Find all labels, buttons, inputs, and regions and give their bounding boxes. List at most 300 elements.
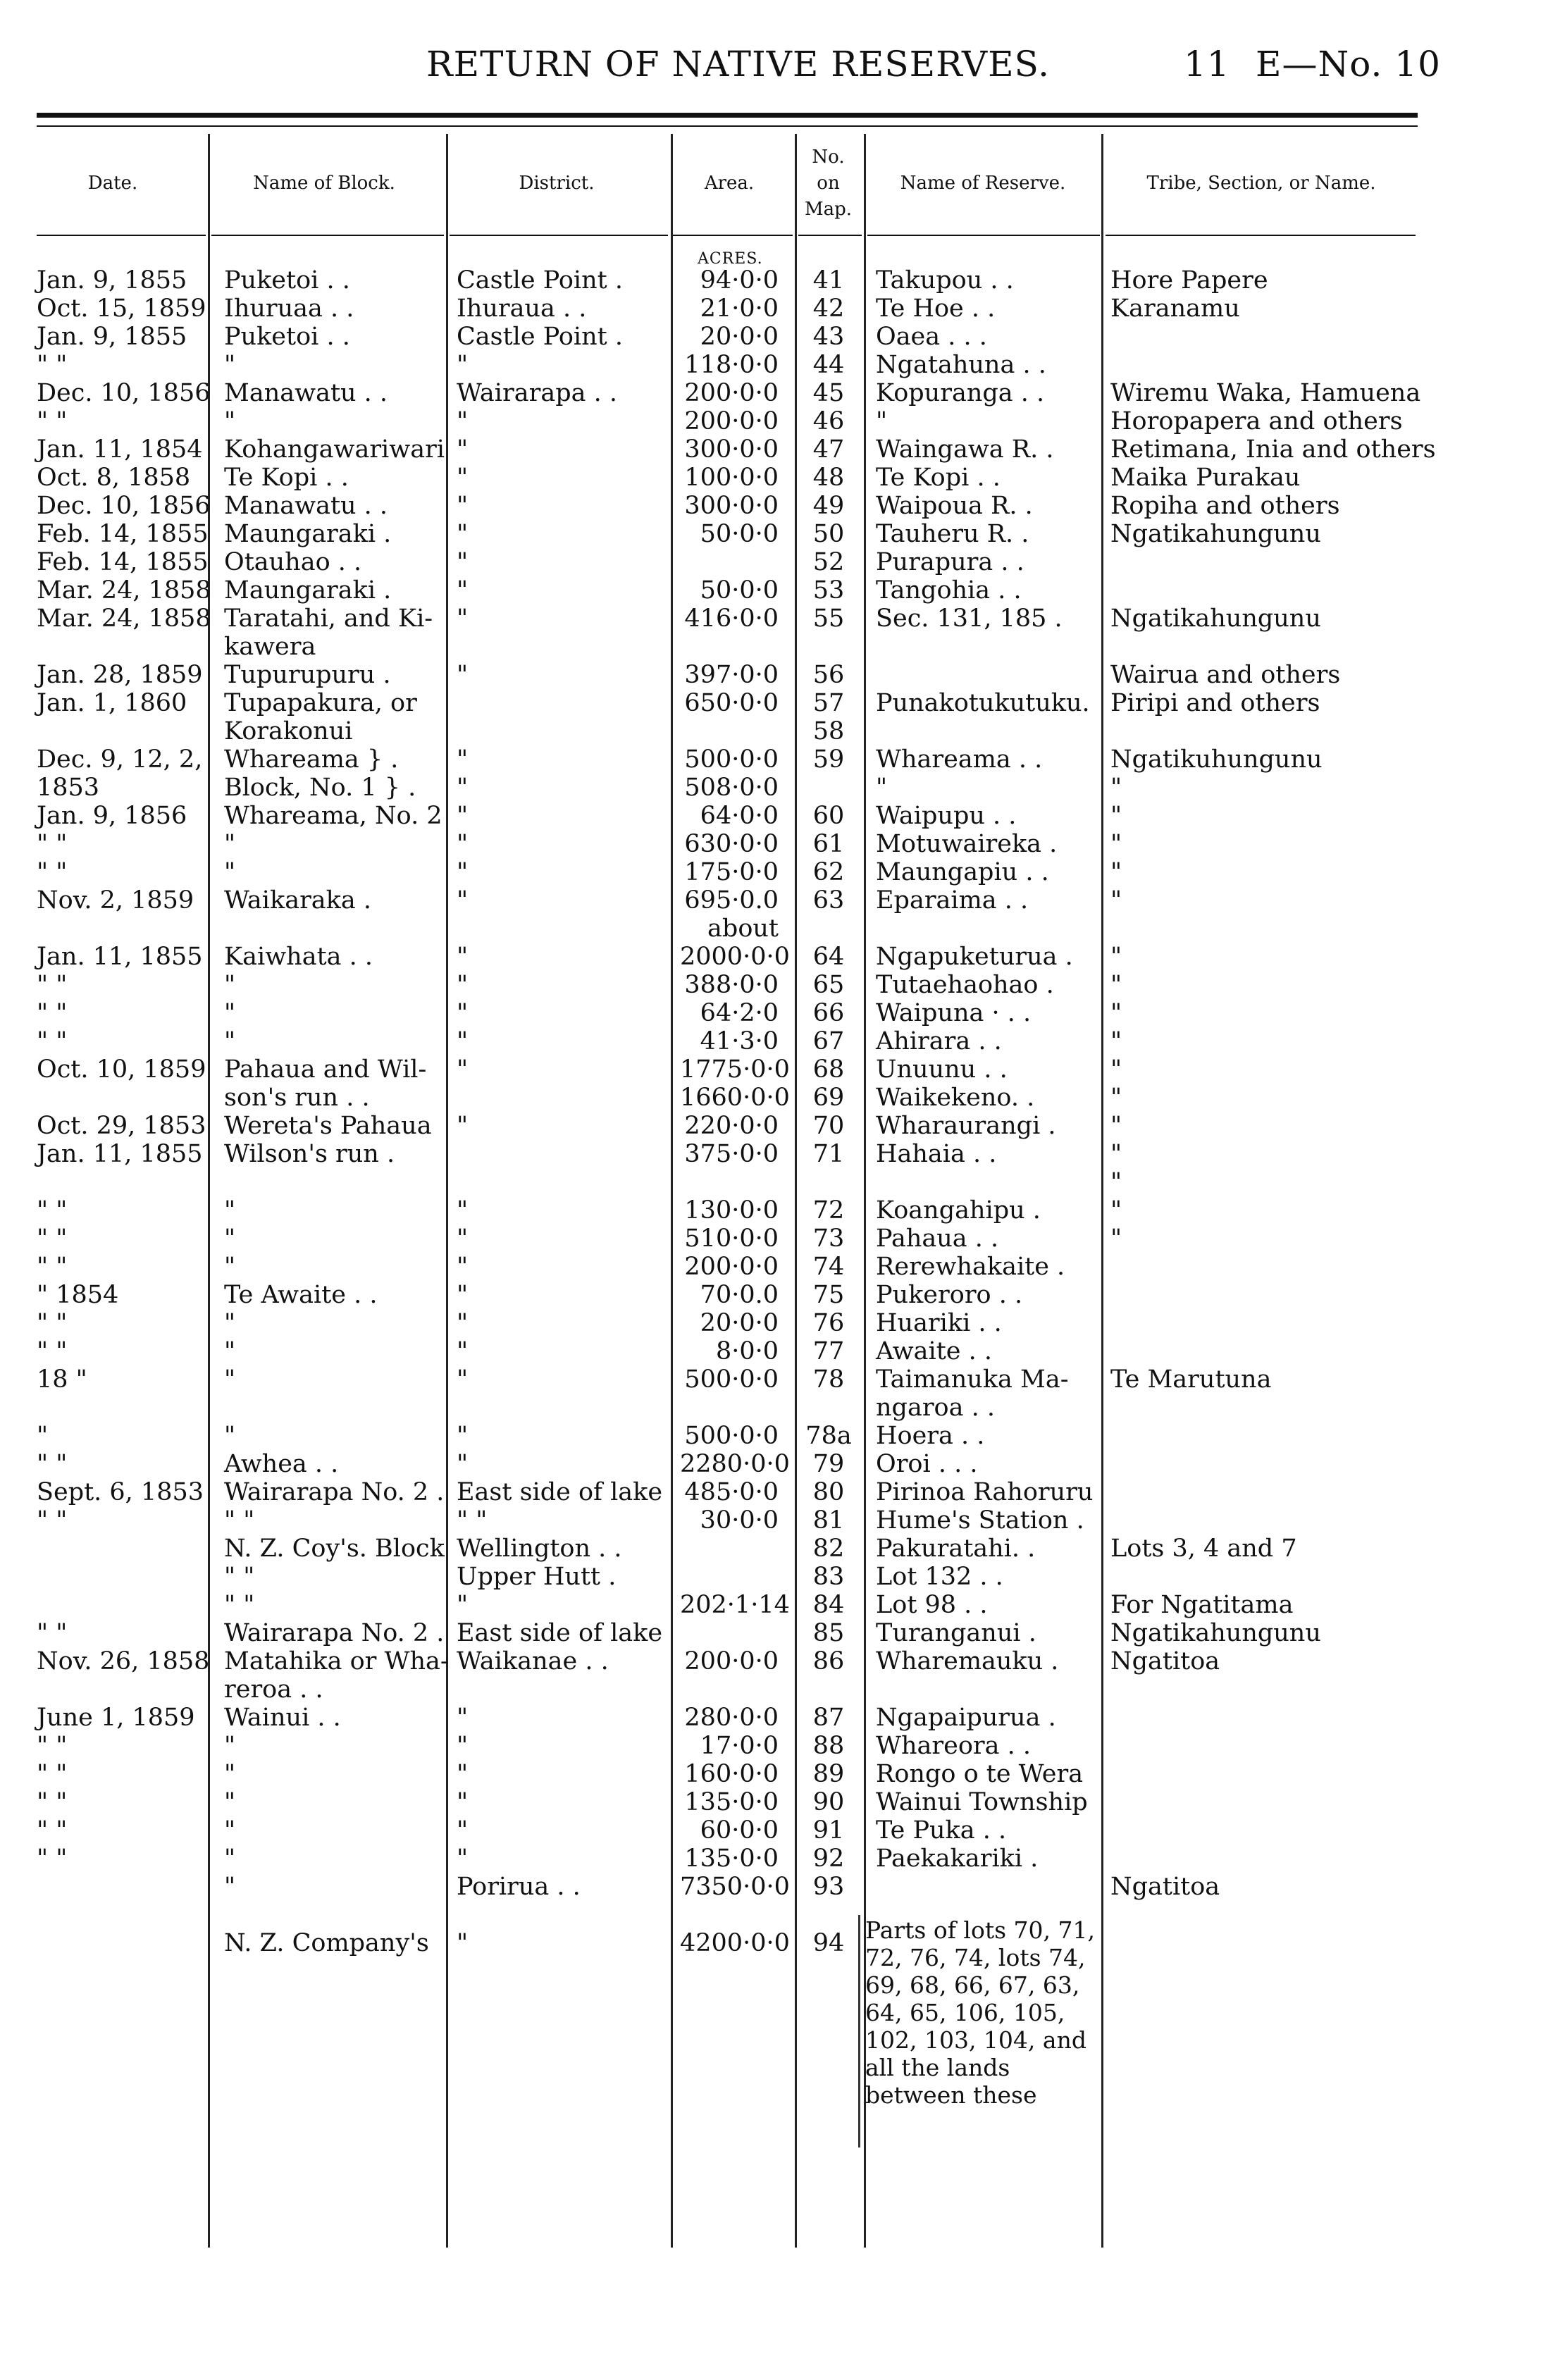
col-head-date: Date. bbox=[87, 173, 138, 194]
cell-tribe: Maika Purakau bbox=[1110, 464, 1301, 492]
cell-tribe: " bbox=[1110, 830, 1122, 858]
cell-area: 130·0·0 bbox=[684, 1196, 779, 1225]
table-row bbox=[0, 493, 1548, 519]
cell-map: 42 bbox=[812, 295, 845, 323]
cell-date: Oct. 8, 1858 bbox=[37, 464, 191, 492]
cell-map: 47 bbox=[812, 435, 845, 464]
cell-district: East side of lake bbox=[457, 1619, 663, 1647]
cell-block: " bbox=[224, 1027, 236, 1055]
cell-reserve: Purapura . . bbox=[876, 548, 1024, 576]
cell-district: " " bbox=[457, 1506, 488, 1535]
cell-map: 66 bbox=[812, 999, 845, 1027]
table-row bbox=[0, 634, 1548, 659]
cell-date: " " bbox=[37, 1225, 68, 1253]
cell-map: 52 bbox=[812, 548, 845, 576]
table-row bbox=[0, 1508, 1548, 1533]
cell-map: 94 bbox=[812, 1929, 845, 1957]
cell-area: 30·0·0 bbox=[700, 1506, 779, 1535]
col-head-area: Area. bbox=[704, 173, 755, 194]
table-row bbox=[0, 916, 1548, 941]
cell-area: 650·0·0 bbox=[684, 689, 779, 717]
cell-date: Mar. 24, 1858 bbox=[37, 576, 211, 605]
cell-date: " " bbox=[37, 351, 68, 379]
table-row bbox=[0, 1705, 1548, 1730]
cell-district: " bbox=[457, 1253, 469, 1281]
cell-area: 100·0·0 bbox=[684, 464, 779, 492]
cell-map: 48 bbox=[812, 464, 845, 492]
cell-map: 60 bbox=[812, 802, 845, 830]
cell-tribe: " bbox=[1110, 943, 1122, 971]
cell-block: kawera bbox=[224, 633, 316, 661]
table-row bbox=[0, 1451, 1548, 1477]
cell-reserve: Maungapiu . . bbox=[876, 858, 1049, 886]
cell-area: 500·0·0 bbox=[684, 745, 779, 774]
cell-block: " bbox=[224, 1732, 236, 1760]
cell-map: 45 bbox=[812, 379, 845, 407]
cell-map: 69 bbox=[812, 1084, 845, 1112]
cell-block: " bbox=[224, 1788, 236, 1816]
area-unit-label: ACRES. bbox=[698, 250, 763, 268]
cell-tribe: Ngatikahungunu bbox=[1110, 1619, 1321, 1647]
cell-tribe: " bbox=[1110, 774, 1122, 802]
cell-map: 49 bbox=[812, 492, 845, 520]
cell-area: 500·0·0 bbox=[684, 1422, 779, 1450]
cell-map: 93 bbox=[812, 1873, 845, 1901]
cell-tribe: Ngatikuhungunu bbox=[1110, 745, 1323, 774]
cell-date: " " bbox=[37, 1196, 68, 1225]
cell-map: 70 bbox=[812, 1112, 845, 1140]
cell-block: " bbox=[224, 1337, 236, 1365]
table-row bbox=[0, 1874, 1548, 1899]
cell-map: 58 bbox=[812, 717, 845, 745]
cell-district: East side of lake bbox=[457, 1478, 663, 1506]
cell-block: Taratahi, and Ki- bbox=[224, 605, 433, 633]
cell-reserve: Sec. 131, 185 . bbox=[876, 605, 1063, 633]
cell-area: 388·0·0 bbox=[684, 971, 779, 999]
cell-block: Whareama, No. 2 bbox=[224, 802, 442, 830]
cell-area: 70·0.0 bbox=[700, 1281, 779, 1309]
cell-reserve: Oroi . . . bbox=[876, 1450, 978, 1478]
cell-district: " bbox=[457, 1816, 469, 1845]
cell-block: Wilson's run . bbox=[224, 1140, 395, 1168]
cell-area: 64·2·0 bbox=[700, 999, 779, 1027]
cell-area: 2280·0·0 bbox=[680, 1450, 790, 1478]
cell-date: " 1854 bbox=[37, 1281, 119, 1309]
cell-district: " bbox=[457, 1591, 469, 1619]
cell-map: 55 bbox=[812, 605, 845, 633]
cell-map: 64 bbox=[812, 943, 845, 971]
table-row bbox=[0, 888, 1548, 913]
cell-map: 65 bbox=[812, 971, 845, 999]
table-row bbox=[0, 1930, 1548, 1956]
cell-map: 91 bbox=[812, 1816, 845, 1845]
cell-map: 59 bbox=[812, 745, 845, 774]
cell-reserve: Te Hoe . . bbox=[876, 295, 996, 323]
cell-block: Manawatu . . bbox=[224, 379, 388, 407]
cell-area: 50·0·0 bbox=[700, 576, 779, 605]
table-row bbox=[0, 972, 1548, 998]
cell-block: " " bbox=[224, 1563, 255, 1591]
cell-area: 135·0·0 bbox=[684, 1788, 779, 1816]
cell-date: Oct. 29, 1853 bbox=[37, 1112, 206, 1140]
cell-reserve: Ngapuketurua . bbox=[876, 943, 1073, 971]
cell-tribe: Ngatitoa bbox=[1110, 1647, 1220, 1675]
cell-area: 64·0·0 bbox=[700, 802, 779, 830]
cell-block: " bbox=[224, 1422, 236, 1450]
table-row bbox=[0, 1564, 1548, 1589]
cell-area: 17·0·0 bbox=[700, 1732, 779, 1760]
cell-tribe: Hore Papere bbox=[1110, 266, 1268, 295]
cell-area: 50·0·0 bbox=[700, 520, 779, 548]
cell-district: " bbox=[457, 1196, 469, 1225]
header-rule-thin bbox=[37, 125, 1418, 127]
cell-district: " bbox=[457, 1027, 469, 1055]
cell-map: 73 bbox=[812, 1225, 845, 1253]
cell-block: " bbox=[224, 1760, 236, 1788]
table-row bbox=[0, 1029, 1548, 1054]
cell-block: Ihuruaa . . bbox=[224, 295, 354, 323]
cell-district: " bbox=[457, 1365, 469, 1394]
table-row bbox=[0, 1592, 1548, 1618]
cell-reserve: Wainui Township bbox=[876, 1788, 1088, 1816]
cell-block: Wairarapa No. 2 . bbox=[224, 1478, 445, 1506]
cell-date: Jan. 9, 1855 bbox=[37, 323, 187, 351]
cell-district: " bbox=[457, 774, 469, 802]
cell-map: 67 bbox=[812, 1027, 845, 1055]
cell-district: " bbox=[457, 661, 469, 689]
cell-tribe: Te Marutuna bbox=[1110, 1365, 1272, 1394]
cell-block: Awhea . . bbox=[224, 1450, 339, 1478]
cell-tribe: " bbox=[1110, 1168, 1122, 1196]
cell-area: 220·0·0 bbox=[684, 1112, 779, 1140]
cell-area: 485·0·0 bbox=[684, 1478, 779, 1506]
cell-tribe: For Ngatitama bbox=[1110, 1591, 1294, 1619]
cell-block: Puketoi . . bbox=[224, 266, 350, 295]
cell-tribe: Ngatikahungunu bbox=[1110, 605, 1321, 633]
cell-block: " bbox=[224, 858, 236, 886]
cell-map: 63 bbox=[812, 886, 845, 915]
cell-reserve: Te Kopi . . bbox=[876, 464, 1001, 492]
table-row bbox=[0, 550, 1548, 575]
table-row bbox=[0, 1818, 1548, 1843]
cell-area: about bbox=[707, 915, 779, 943]
cell-reserve: Rerewhakaite . bbox=[876, 1253, 1065, 1281]
cell-district: " bbox=[457, 1450, 469, 1478]
cell-district: " bbox=[457, 1845, 469, 1873]
cell-block: Tupapakura, or bbox=[224, 689, 417, 717]
table-row bbox=[0, 1057, 1548, 1082]
cell-map: 44 bbox=[812, 351, 845, 379]
cell-date: " " bbox=[37, 407, 68, 435]
cell-district: Upper Hutt . bbox=[457, 1563, 617, 1591]
cell-tribe: Retimana, Inia and others bbox=[1110, 435, 1436, 464]
table-row bbox=[0, 1395, 1548, 1420]
cell-district: " bbox=[457, 999, 469, 1027]
cell-district: " bbox=[457, 1055, 469, 1084]
bracket-note: Parts of lots 70, 71, 72, 76, 74, lots 74, 69, 68, 66, 67, 63, 64, 65, 106, 105, 102, 103, 104, and all the lands between these bbox=[865, 1916, 1095, 2109]
cell-block: Tupurupuru . bbox=[224, 661, 391, 689]
head-rule-tribe bbox=[1106, 235, 1416, 236]
cell-reserve: Pakuratahi. . bbox=[876, 1535, 1036, 1563]
cell-date: " bbox=[37, 1422, 49, 1450]
cell-block: Maungaraki . bbox=[224, 520, 392, 548]
cell-date: Jan. 1, 1860 bbox=[37, 689, 187, 717]
table-row bbox=[0, 1113, 1548, 1139]
cell-block: " bbox=[224, 1845, 236, 1873]
cell-date: Jan. 11, 1854 bbox=[37, 435, 203, 464]
cell-date: Jan. 28, 1859 bbox=[37, 661, 203, 689]
cell-reserve: Waikekeno. . bbox=[876, 1084, 1035, 1112]
cell-reserve: Hahaia . . bbox=[876, 1140, 997, 1168]
cell-date: " " bbox=[37, 1845, 68, 1873]
cell-district: " bbox=[457, 548, 469, 576]
cell-district: " bbox=[457, 464, 469, 492]
cell-map: 90 bbox=[812, 1788, 845, 1816]
cell-block: reroa . . bbox=[224, 1675, 323, 1704]
head-rule-reserve bbox=[867, 235, 1100, 236]
cell-block: " bbox=[224, 1225, 236, 1253]
cell-area: 200·0·0 bbox=[684, 407, 779, 435]
cell-block: Wainui . . bbox=[224, 1704, 341, 1732]
col-head-block: Name of Block. bbox=[253, 173, 395, 194]
table-row bbox=[0, 1085, 1548, 1110]
table-row bbox=[0, 944, 1548, 969]
table-row bbox=[0, 1226, 1548, 1251]
cell-area: 508·0·0 bbox=[684, 774, 779, 802]
cell-area: 630·0·0 bbox=[684, 830, 779, 858]
cell-area: 300·0·0 bbox=[684, 492, 779, 520]
cell-date: " " bbox=[37, 1788, 68, 1816]
table-row bbox=[0, 606, 1548, 631]
cell-district: Waikanae . . bbox=[457, 1647, 609, 1675]
cell-district: Porirua . . bbox=[457, 1873, 581, 1901]
table-row bbox=[0, 1677, 1548, 1702]
table-row bbox=[0, 860, 1548, 885]
cell-date: Sept. 6, 1853 bbox=[37, 1478, 204, 1506]
col-head-map-1: No. bbox=[812, 147, 845, 168]
cell-district: Ihuraua . . bbox=[457, 295, 587, 323]
cell-map: 78 bbox=[812, 1365, 845, 1394]
cell-district: Wellington . . bbox=[457, 1535, 622, 1563]
cell-area: 397·0·0 bbox=[684, 661, 779, 689]
cell-district: " bbox=[457, 1788, 469, 1816]
head-rule-date bbox=[37, 235, 206, 236]
table-row bbox=[0, 437, 1548, 462]
col-head-map-2: on bbox=[817, 173, 840, 194]
cell-reserve: " bbox=[876, 774, 888, 802]
cell-tribe: Karanamu bbox=[1110, 295, 1240, 323]
cell-date: Oct. 15, 1859 bbox=[37, 295, 206, 323]
cell-date: " " bbox=[37, 1816, 68, 1845]
cell-map: 46 bbox=[812, 407, 845, 435]
cell-reserve: Lot 132 . . bbox=[876, 1563, 1003, 1591]
cell-block: Whareama } . bbox=[224, 745, 399, 774]
cell-tribe: " bbox=[1110, 1084, 1122, 1112]
table-row bbox=[0, 831, 1548, 857]
cell-date: " " bbox=[37, 999, 68, 1027]
cell-area: 200·0·0 bbox=[684, 1647, 779, 1675]
cell-map: 71 bbox=[812, 1140, 845, 1168]
cell-map: 78a bbox=[805, 1422, 852, 1450]
cell-district: " bbox=[457, 1704, 469, 1732]
cell-block: Waikaraka . bbox=[224, 886, 371, 915]
cell-district: " bbox=[457, 407, 469, 435]
head-rule-district bbox=[450, 235, 668, 236]
cell-reserve: Ngatahuna . . bbox=[876, 351, 1046, 379]
page-number: 11 bbox=[1184, 44, 1230, 85]
cell-area: 510·0·0 bbox=[684, 1225, 779, 1253]
cell-reserve: Whareama . . bbox=[876, 745, 1043, 774]
cell-date: " " bbox=[37, 1619, 68, 1647]
head-rule-map bbox=[798, 235, 862, 236]
cell-map: 86 bbox=[812, 1647, 845, 1675]
cell-date: " " bbox=[37, 971, 68, 999]
table-row bbox=[0, 1141, 1548, 1167]
table-row bbox=[0, 268, 1548, 293]
cell-district: " bbox=[457, 1422, 469, 1450]
cell-area: 118·0·0 bbox=[684, 351, 779, 379]
cell-date: " " bbox=[37, 1253, 68, 1281]
cell-area: 200·0·0 bbox=[684, 379, 779, 407]
cell-block: " bbox=[224, 999, 236, 1027]
table-row bbox=[0, 409, 1548, 434]
cell-map: 84 bbox=[812, 1591, 845, 1619]
header-rule-thick bbox=[37, 113, 1418, 118]
cell-reserve: Kopuranga . . bbox=[876, 379, 1045, 407]
cell-block: son's run . . bbox=[224, 1084, 370, 1112]
table-row bbox=[0, 1423, 1548, 1449]
cell-district: " bbox=[457, 1732, 469, 1760]
cell-area: 695·0.0 bbox=[684, 886, 779, 915]
cell-block: " bbox=[224, 351, 236, 379]
cell-block: Kohangawariwari bbox=[224, 435, 445, 464]
table-row bbox=[0, 578, 1548, 603]
cell-reserve: Koangahipu . bbox=[876, 1196, 1041, 1225]
cell-reserve: Tauheru R. . bbox=[876, 520, 1029, 548]
bracket-line bbox=[858, 1915, 865, 2147]
cell-date: " " bbox=[37, 858, 68, 886]
cell-map: 85 bbox=[812, 1619, 845, 1647]
cell-area: 135·0·0 bbox=[684, 1845, 779, 1873]
cell-tribe: Ngatitoa bbox=[1110, 1873, 1220, 1901]
col-head-reserve: Name of Reserve. bbox=[900, 173, 1066, 194]
cell-tribe: " bbox=[1110, 1027, 1122, 1055]
cell-reserve: Hume's Station . bbox=[876, 1506, 1084, 1535]
cell-date: Dec. 10, 1856 bbox=[37, 492, 211, 520]
cell-area: 60·0·0 bbox=[700, 1816, 779, 1845]
cell-date: " " bbox=[37, 1309, 68, 1337]
table-row bbox=[0, 1733, 1548, 1759]
cell-reserve: Pukeroro . . bbox=[876, 1281, 1023, 1309]
cell-tribe: " bbox=[1110, 1196, 1122, 1225]
cell-area: 500·0·0 bbox=[684, 1365, 779, 1394]
cell-reserve: Waipuna · . . bbox=[876, 999, 1032, 1027]
cell-block: " bbox=[224, 1816, 236, 1845]
cell-tribe: " bbox=[1110, 999, 1122, 1027]
cell-reserve: Awaite . . bbox=[876, 1337, 993, 1365]
cell-district: " bbox=[457, 520, 469, 548]
table-row bbox=[0, 1198, 1548, 1223]
cell-district: " bbox=[457, 605, 469, 633]
table-row bbox=[0, 1367, 1548, 1392]
cell-reserve: Taimanuka Ma- bbox=[876, 1365, 1069, 1394]
cell-reserve: Te Puka . . bbox=[876, 1816, 1007, 1845]
cell-area: 1660·0·0 bbox=[680, 1084, 790, 1112]
cell-date: " " bbox=[37, 1450, 68, 1478]
cell-tribe: " bbox=[1110, 802, 1122, 830]
cell-map: 61 bbox=[812, 830, 845, 858]
cell-date: Feb. 14, 1855 bbox=[37, 520, 209, 548]
cell-district: " bbox=[457, 745, 469, 774]
cell-area: 94·0·0 bbox=[700, 266, 779, 295]
col-head-tribe: Tribe, Section, or Name. bbox=[1146, 173, 1376, 194]
cell-area: 20·0·0 bbox=[700, 323, 779, 351]
cell-tribe: " bbox=[1110, 1055, 1122, 1084]
cell-district: Castle Point . bbox=[457, 323, 623, 351]
cell-district: " bbox=[457, 830, 469, 858]
cell-area: 375·0·0 bbox=[684, 1140, 779, 1168]
cell-map: 83 bbox=[812, 1563, 845, 1591]
cell-reserve: Turanganui . bbox=[876, 1619, 1036, 1647]
cell-date: Feb. 14, 1855 bbox=[37, 548, 209, 576]
cell-reserve: Motuwaireka . bbox=[876, 830, 1058, 858]
cell-date: " " bbox=[37, 1337, 68, 1365]
cell-block: Wairarapa No. 2 . bbox=[224, 1619, 445, 1647]
cell-date: Dec. 10, 1856 bbox=[37, 379, 211, 407]
cell-tribe: Ngatikahungunu bbox=[1110, 520, 1321, 548]
cell-block: Korakonui bbox=[224, 717, 353, 745]
cell-area: 21·0·0 bbox=[700, 295, 779, 323]
head-rule-block bbox=[211, 235, 444, 236]
cell-date: " " bbox=[37, 1506, 68, 1535]
cell-block: N. Z. Coy's. Block bbox=[224, 1535, 445, 1563]
cell-tribe: " bbox=[1110, 971, 1122, 999]
table-row bbox=[0, 803, 1548, 829]
cell-district: " bbox=[457, 1112, 469, 1140]
table-row bbox=[0, 1282, 1548, 1308]
cell-block: Maungaraki . bbox=[224, 576, 392, 605]
cell-date: June 1, 1859 bbox=[37, 1704, 195, 1732]
cell-block: " bbox=[224, 1253, 236, 1281]
table-row bbox=[0, 1536, 1548, 1561]
cell-district: Castle Point . bbox=[457, 266, 623, 295]
cell-reserve: Waipoua R. . bbox=[876, 492, 1033, 520]
table-row bbox=[0, 1649, 1548, 1674]
cell-area: 300·0·0 bbox=[684, 435, 779, 464]
cell-reserve: Wharemauku . bbox=[876, 1647, 1059, 1675]
cell-map: 74 bbox=[812, 1253, 845, 1281]
cell-district: " bbox=[457, 576, 469, 605]
col-head-district: District. bbox=[519, 173, 595, 194]
cell-date: 1853 bbox=[37, 774, 100, 802]
cell-map: 56 bbox=[812, 661, 845, 689]
cell-block: Puketoi . . bbox=[224, 323, 350, 351]
cell-tribe: Lots 3, 4 and 7 bbox=[1110, 1535, 1297, 1563]
cell-map: 87 bbox=[812, 1704, 845, 1732]
cell-date: " " bbox=[37, 1760, 68, 1788]
table-row bbox=[0, 1339, 1548, 1364]
cell-district: " bbox=[457, 435, 469, 464]
cell-area: 202·1·14 bbox=[680, 1591, 790, 1619]
cell-reserve: Ahirara . . bbox=[876, 1027, 1002, 1055]
cell-block: Te Kopi . . bbox=[224, 464, 349, 492]
table-row bbox=[0, 1761, 1548, 1787]
cell-reserve: Pahaua . . bbox=[876, 1225, 999, 1253]
document-reference: E—No. 10 bbox=[1256, 44, 1441, 85]
cell-block: Kaiwhata . . bbox=[224, 943, 373, 971]
cell-area: 160·0·0 bbox=[684, 1760, 779, 1788]
cell-tribe: Piripi and others bbox=[1110, 689, 1320, 717]
